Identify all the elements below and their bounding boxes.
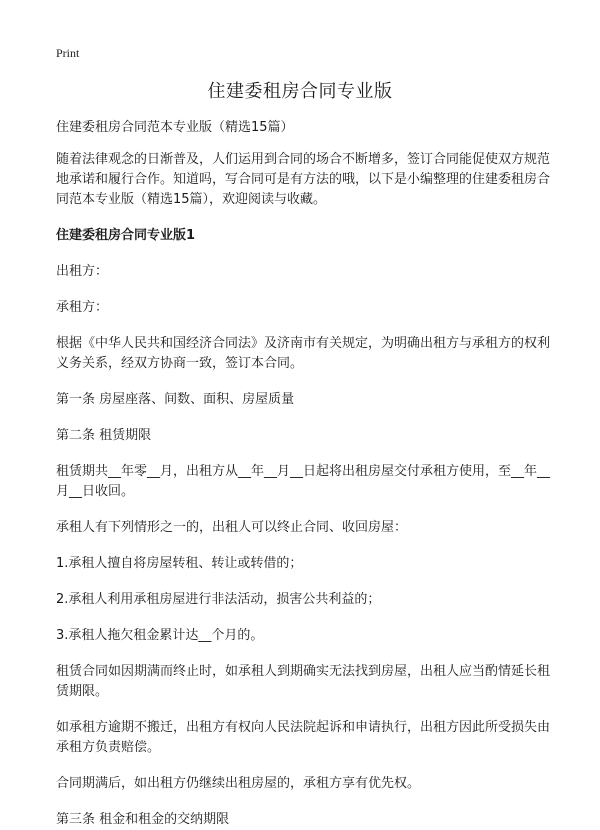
term-paragraph: 租赁期共__年零__月，出租方从__年__月__日起将出租房屋交付承租方使用，至__年__月__日收回。 — [56, 464, 551, 499]
lessor-line: 出租方： — [56, 264, 109, 279]
intro-paragraph: 随着法律观念的日渐普及，人们运用到合同的场合不断增多，签订合同能促使双方规范地承诺和履行合作。知道吗，写合同可是有方法的哦，以下是小编整理的住建委租房合同范本专业版（精选15篇），欢迎阅读与收藏。 — [56, 152, 551, 207]
article-1: 第一条 房屋座落、间数、面积、房屋质量 — [56, 392, 295, 407]
list-item: 1.承租人擅自将房屋转租、转让或转借的； — [56, 556, 303, 571]
print-label: Print — [56, 46, 80, 60]
basis-paragraph: 根据《中华人民共和国经济合同法》及济南市有关规定，为明确出租方与承租方的权利义务关系，经双方协商一致，签订本合同。 — [56, 336, 551, 371]
termination-intro: 承租人有下列情形之一的，出租人可以终止合同、收回房屋： — [56, 520, 408, 535]
document-body — [56, 118, 550, 830]
list-item: 2.承租人利用承租房屋进行非法活动，损害公共利益的； — [56, 592, 381, 607]
expiry-paragraph: 租赁合同如因期满而终止时，如承租人到期确实无法找到房屋，出租人应当酌情延长租赁期限。 — [56, 664, 551, 699]
section-heading: 住建委租房合同专业版1 — [56, 228, 196, 243]
lessee-line: 承租方： — [56, 300, 109, 315]
overdue-paragraph: 如承租方逾期不搬迁，出租方有权向人民法院起诉和申请执行，出租方因此所受损失由承租方负责赔偿。 — [56, 720, 551, 755]
list-item: 3.承租人拖欠租金累计达__个月的。 — [56, 628, 264, 643]
priority-paragraph: 合同期满后，如出租方仍继续出租房屋的，承租方享有优先权。 — [56, 776, 421, 791]
document-title: 住建委租房合同专业版 — [207, 81, 393, 102]
article-3: 第三条 租金和租金的交纳期限 — [56, 812, 230, 827]
document-subtitle: 住建委租房合同范本专业版（精选15篇） — [56, 120, 294, 135]
article-2: 第二条 租赁期限 — [56, 428, 152, 443]
